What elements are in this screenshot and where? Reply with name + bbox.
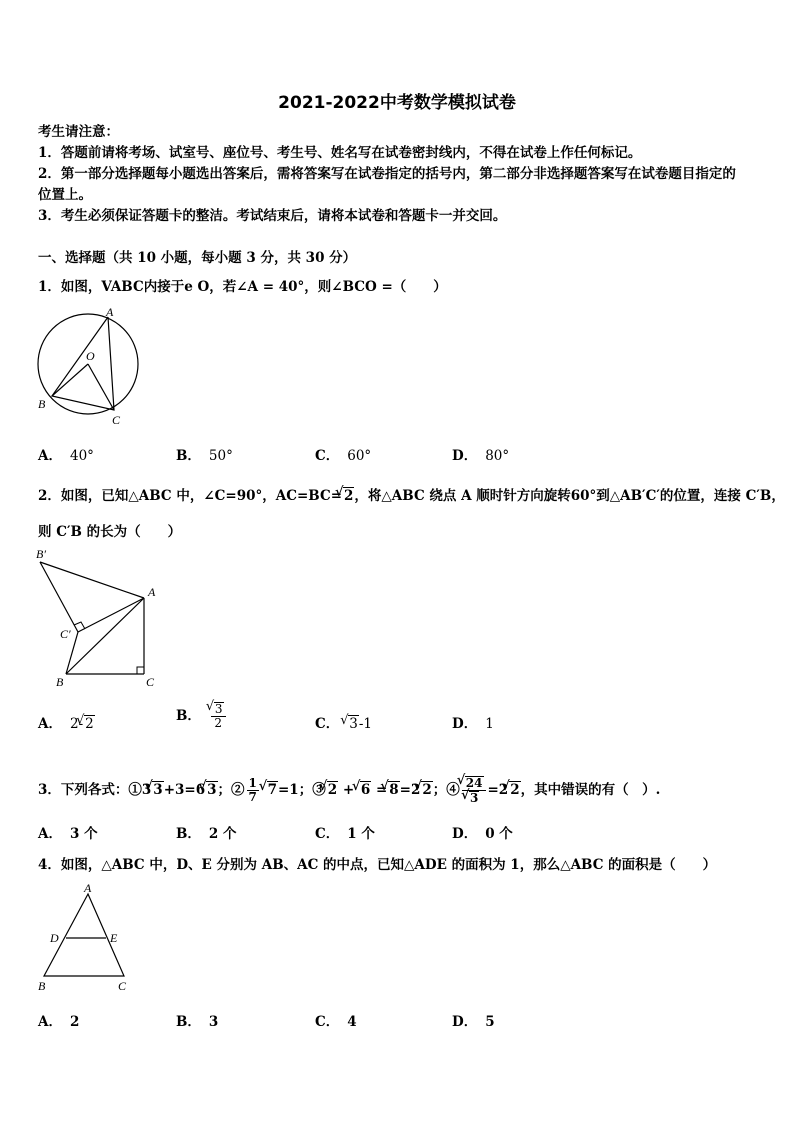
notice-item-2: 2．第一部分选择题每小题选出答案后，需将答案写在试卷指定的括号内，第二部分非选择题答案写在试卷题目指定的 (38, 166, 736, 182)
q4-triangle-figure (30, 880, 140, 998)
q3-option-b[interactable]: B． 2 个 (176, 826, 237, 842)
label-c4: C (118, 979, 127, 993)
label-b2: B (56, 675, 64, 689)
q2-option-d[interactable]: D． 1 (452, 716, 494, 732)
label-b: B (38, 397, 46, 411)
right-angle-c (137, 667, 144, 674)
segment-b-a (66, 598, 144, 674)
label-c: C (112, 413, 121, 427)
label-c2: C (146, 675, 155, 689)
segment-bp-cp (40, 562, 78, 632)
q2-stem-2: 则 C′B 的长为（ ） (38, 524, 182, 540)
segment-oc (88, 364, 114, 410)
label-d4: D (50, 931, 59, 945)
q2-option-c[interactable]: C．√ 3-1 (315, 712, 372, 732)
q1-circle-figure (30, 302, 150, 430)
notice-item-2-cont: 位置上。 (38, 187, 92, 203)
notice-item-1: 1．答题前请将考场、试室号、座位号、考生号、姓名写在试卷密封线内，不得在试卷上作任何标记。 (38, 145, 642, 161)
q2-option-a[interactable]: A． 2-√ 2 (38, 712, 95, 732)
q1-stem: 1．如图，VABC内接于e O，若∠A = 40°，则∠BCO =（ ） (38, 279, 447, 295)
q2-rotation-figure (30, 546, 170, 692)
q2-stem: 2．如图，已知△ABC 中，∠C=90°，AC=BC=√ 2，将△ABC 绕点 A 顺时针方向旋转60°到△AB′C′的位置，连接 C′B， (38, 484, 785, 504)
label-e4: E (110, 931, 118, 945)
segment-ob (52, 364, 88, 396)
q1-option-a[interactable]: A． 40° (38, 448, 94, 464)
q1-option-c[interactable]: C． 60° (315, 448, 372, 464)
q2-option-b[interactable]: B． √ $\frac{3}{2}$ (176, 702, 228, 730)
q3-option-d[interactable]: D． 0 个 (452, 826, 513, 842)
page-title: 2021-2022中考数学模拟试卷 (278, 93, 516, 113)
segment-bp-a (40, 562, 144, 598)
q3-option-a[interactable]: A． 3 个 (38, 826, 98, 842)
label-o: O (86, 349, 95, 363)
section-heading: 一、选择题（共 10 小题，每小题 3 分，共 30 分） (38, 250, 357, 266)
q1-option-b[interactable]: B． 50° (176, 448, 233, 464)
notice-heading: 考生请注意： (38, 124, 119, 140)
label-cp: C′ (60, 627, 71, 641)
label-bp: B′ (36, 547, 46, 561)
label-a4: A (84, 881, 92, 895)
label-a: A (106, 305, 114, 319)
q4-option-d[interactable]: D． 5 (452, 1014, 495, 1030)
q3-option-c[interactable]: C． 1 个 (315, 826, 375, 842)
q1-option-d[interactable]: D． 80° (452, 448, 510, 464)
q4-stem: 4．如图，△ABC 中，D、E 分别为 AB、AC 的中点，已知△ADE 的面积为 1，那么△ABC 的面积是（ ） (38, 857, 717, 873)
sqrt-2: √ 2 (343, 487, 354, 504)
q4-option-b[interactable]: B． 3 (176, 1014, 219, 1030)
label-a2: A (148, 585, 156, 599)
q4-option-c[interactable]: C． 4 (315, 1014, 357, 1030)
q4-option-a[interactable]: A． 2 (38, 1014, 80, 1030)
segment-cp-a (78, 598, 144, 632)
q3-stem: 3．下列各式：①3√ 3+3=6√ 3；② $\frac{1}{7}$ √ 7=1；③√ 2 + √ 6 =√ 8=2√ 2；④ √ 24 √ 3 =2√ 2，其中错误的有（ ）. (38, 776, 660, 805)
triangle-abc (52, 317, 114, 410)
label-b4: B (38, 979, 46, 993)
notice-item-3: 3．考生必须保证答题卡的整洁。考试结束后，请将本试卷和答题卡一并交回。 (38, 208, 507, 224)
